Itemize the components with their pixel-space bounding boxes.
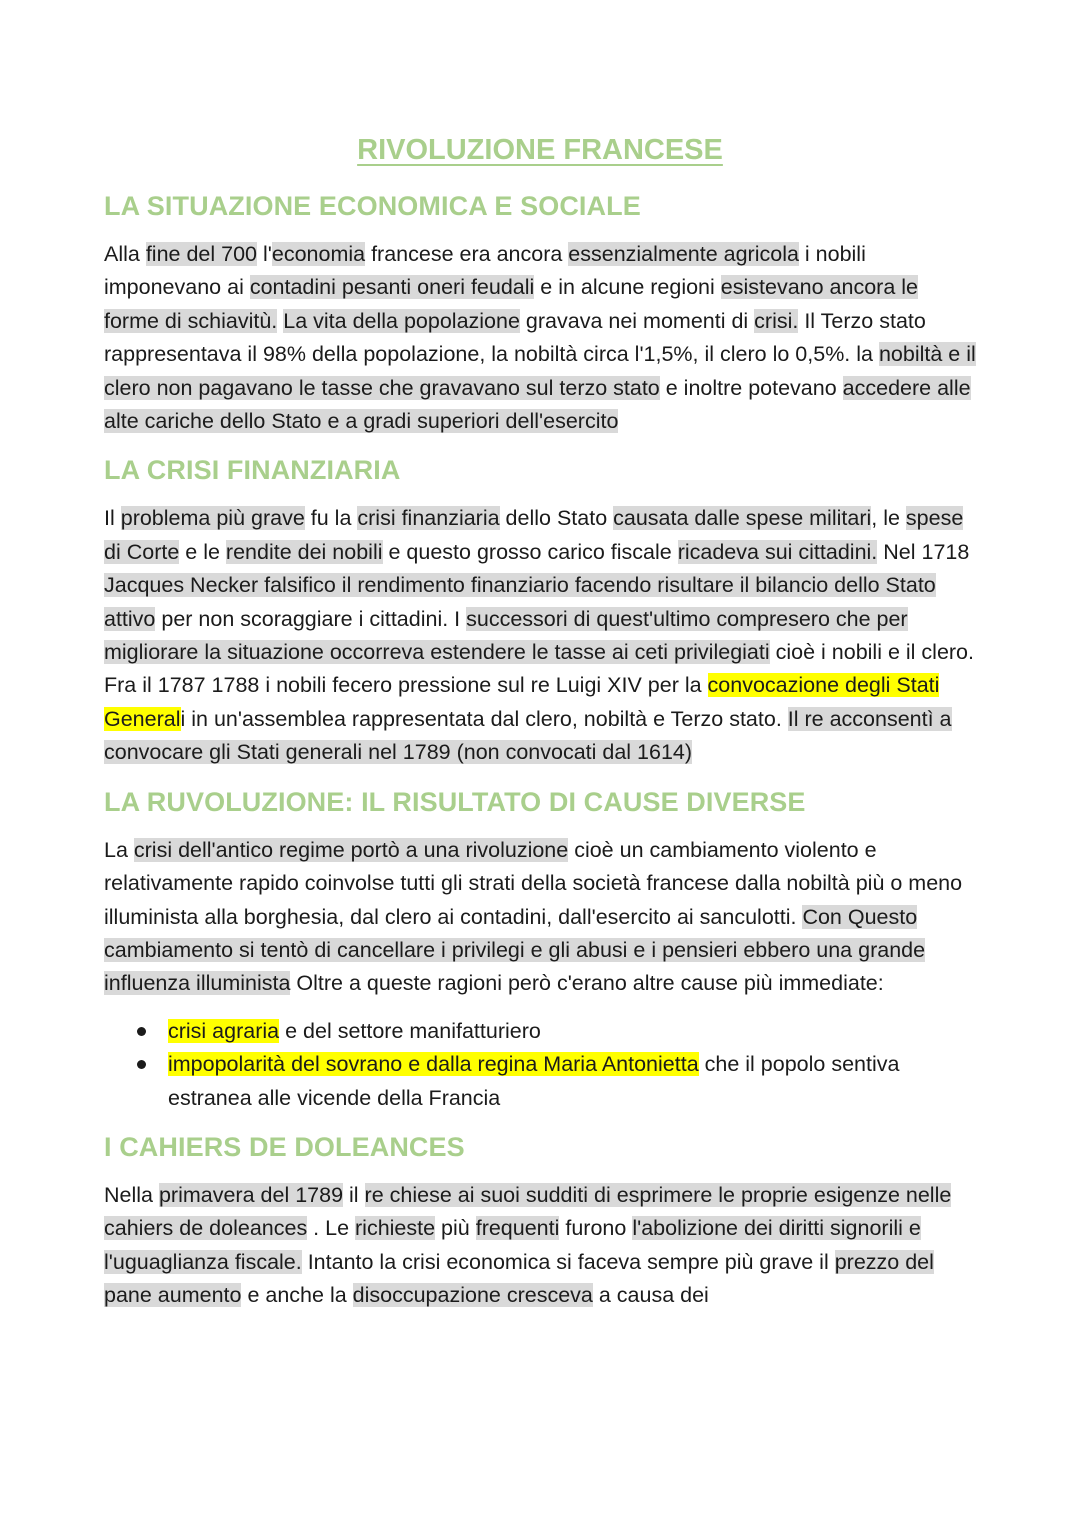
highlighted-text: richieste [355, 1216, 436, 1241]
section-heading: LA CRISI FINANZIARIA [104, 455, 401, 486]
text-run: il [343, 1182, 365, 1207]
highlighted-text: successori di quest'ultimo compresero che per migliorare la situazione occorreva estendere le tasse ai ceti privilegiati [104, 606, 908, 665]
highlighted-text: fine del 700 [145, 242, 258, 266]
text-run: Alla [104, 242, 146, 266]
highlighted-text: rendite dei nobili [225, 539, 383, 564]
highlighted-text: causata dalle spese militari [613, 506, 872, 531]
highlighted-text: re chiese ai suoi sudditi di esprimere le proprie esigenze nelle cahiers de doleances [104, 1182, 952, 1241]
text-run: l' [257, 242, 272, 266]
text-run: Il [104, 506, 121, 531]
section-cahiers-doleances [104, 1129, 976, 1313]
text-run: Nella [104, 1182, 159, 1207]
highlighted-text: problema più grave [120, 506, 305, 531]
text-run: per non scoraggiare i cittadini. I [155, 606, 467, 631]
text-run: Intanto la crisi economica si faceva sempre più grave il [301, 1249, 835, 1274]
highlighted-text: primavera del 1789 [158, 1182, 344, 1207]
highlighted-text: ricadeva sui cittadini. [677, 539, 878, 564]
text-run: e inoltre potevano [659, 375, 843, 400]
text-run: i in un'assemblea rappresentata dal clero, nobiltà e Terzo stato. [180, 706, 788, 731]
text-run: dello Stato [499, 506, 614, 531]
highlighted-text: crisi finanziaria [357, 506, 500, 531]
highlighted-text: essenzialmente agricola [568, 242, 799, 266]
text-run: . Le [307, 1216, 356, 1241]
highlighted-text: accedere alle alte cariche dello Stato e a gradi superiori dell'esercito [104, 375, 971, 434]
text-run: gravava nei momenti di [519, 308, 755, 333]
highlighted-text: disoccupazione cresceva [352, 1283, 593, 1308]
text-run: Oltre a queste ragioni però c'erano altre cause più immediate: [290, 971, 884, 996]
section-heading: I CAHIERS DE DOLEANCES [104, 1131, 465, 1162]
yellow-highlighted-text: crisi agraria [168, 1018, 280, 1043]
text-run: Nel 1718 [877, 539, 970, 564]
highlighted-text: prezzo del pane aumento [104, 1249, 934, 1308]
section-paragraph [104, 834, 976, 1001]
text-run: che il popolo sentiva estranea alle vicende della Francia [168, 1052, 900, 1110]
highlighted-text: Con Questo cambiamento si tentò di cancellare i privilegi e gli abusi e i pensieri ebbero una grande influenza illuminista [104, 904, 926, 996]
section-paragraph [104, 502, 976, 769]
yellow-highlighted-text: impopolarità del sovrano e dalla regina Maria Antonietta [168, 1052, 699, 1077]
list-item [168, 1015, 976, 1048]
text-run: e del settore manifatturiero [279, 1018, 541, 1043]
text-run: Il Terzo stato rappresentava il 98% della popolazione, la nobiltà circa l'1,5%, il clero lo 0,5%. la [104, 308, 926, 367]
highlighted-text: economia [271, 242, 366, 266]
section-paragraph [104, 1179, 976, 1313]
text-run: fu la [304, 506, 358, 531]
section-heading: LA RUVOLUZIONE: IL RISULTATO DI CAUSE DIVERSE [104, 786, 806, 817]
highlighted-text: Il re acconsentì a convocare gli Stati generali nel 1789 (non convocati dal 1614) [104, 706, 952, 765]
section-rivoluzione-cause [104, 784, 976, 1115]
text-run: furono [559, 1216, 633, 1241]
highlighted-text: La vita della popolazione [283, 308, 520, 333]
yellow-highlighted-text: convocazione degli Stati General [104, 673, 940, 731]
highlighted-text: Jacques Necker falsifico il rendimento finanziario facendo risultare il bilancio dello Stato attivo [104, 573, 936, 631]
text-run: cioè un cambiamento violento e relativamente rapido coinvolse tutti gli strati della società francese dalla nobiltà più o meno illuminista alla borghesia, dal clero ai contadini, dall'esercito ai sanculotti. [104, 837, 963, 929]
list-item [168, 1048, 976, 1115]
bullet-icon [137, 1027, 146, 1036]
document-title: RIVOLUZIONE FRANCESE [357, 134, 723, 166]
highlighted-text: frequenti [475, 1216, 560, 1241]
highlighted-text: contadini pesanti oneri feudali [249, 275, 535, 300]
text-run: e in alcune regioni [534, 275, 721, 300]
bullet-icon [137, 1060, 146, 1069]
text-run: La [104, 837, 134, 862]
text-run: francese era ancora [365, 242, 569, 266]
text-run: , le [871, 506, 906, 531]
text-run: e questo grosso carico fiscale [382, 539, 678, 564]
text-run: e le [179, 539, 226, 564]
text-run: i nobili imponevano ai [104, 242, 866, 300]
section-heading: LA SITUAZIONE ECONOMICA E SOCIALE [104, 191, 641, 221]
highlighted-text: nobiltà e il clero non pagavano le tasse che gravavano sul terzo stato [104, 342, 976, 400]
highlighted-text: esistevano ancora le forme di schiavitù. [104, 275, 918, 333]
highlighted-text: crisi dell'antico regime portò a una rivoluzione [133, 837, 569, 862]
section-crisi-finanziaria [104, 452, 976, 769]
text-run: più [435, 1216, 476, 1241]
text-run: e anche la [241, 1283, 353, 1308]
highlighted-text: spese di Corte [104, 506, 964, 564]
text-run: a causa dei [592, 1283, 709, 1308]
highlighted-text: crisi. [754, 308, 799, 333]
section-situazione-economica [104, 188, 976, 438]
cause-list [104, 1015, 976, 1115]
section-paragraph [104, 238, 976, 438]
highlighted-text: l'abolizione dei diritti signorili e l'uguaglianza fiscale. [104, 1216, 921, 1274]
text-run: cioè i nobili e il clero. Fra il 1787 1788 i nobili fecero pressione sul re Luigi XIV per la [104, 640, 974, 698]
